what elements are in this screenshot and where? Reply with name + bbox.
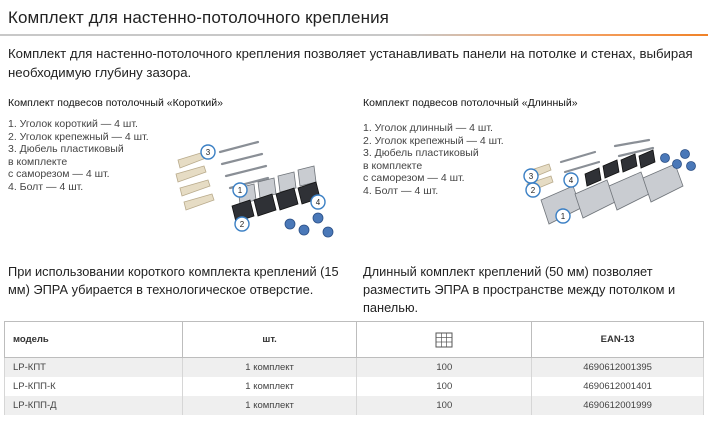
callout-1: 1 bbox=[237, 186, 243, 195]
kit-long-item: 1. Уголок длинный — 4 шт. bbox=[363, 122, 493, 134]
callout-2: 2 bbox=[530, 186, 536, 195]
long-kit-illustration bbox=[515, 138, 700, 238]
kit-long-title: Комплект подвесов потолочный «Длинный» bbox=[363, 97, 578, 109]
kit-short-item: 3. Дюбель пластиковый bbox=[8, 143, 124, 156]
cell-pack: 100 bbox=[357, 358, 532, 377]
cell-model: LP-КПП-К bbox=[5, 377, 183, 396]
cell-pack: 100 bbox=[357, 396, 532, 415]
table-row bbox=[5, 358, 704, 377]
page-header bbox=[0, 0, 708, 36]
col-ean-header: EAN-13 bbox=[532, 322, 704, 358]
kit-long-item: 3. Дюбель пластиковый bbox=[363, 147, 479, 160]
cell-pack: 100 bbox=[357, 377, 532, 396]
intro-text: Комплект для настенно-потолочного крепления позволяет устанавливать панели на потолке и стенах, выбирая необходимую глубину зазора. bbox=[8, 46, 693, 80]
col-model-header: модель bbox=[5, 322, 183, 358]
cell-model: LP-КПТ bbox=[5, 358, 183, 377]
kit-long-item: с саморезом — 4 шт. bbox=[363, 172, 465, 185]
page-title: Комплект для настенно-потолочного крепления bbox=[8, 8, 389, 27]
box-grid-icon bbox=[435, 332, 453, 348]
bolt-icon bbox=[285, 213, 333, 237]
short-kit-illustration bbox=[170, 138, 342, 246]
cell-model: LP-КПП-Д bbox=[5, 396, 183, 415]
table-header-row bbox=[5, 322, 704, 358]
cell-ean: 4690612001395 bbox=[532, 358, 704, 377]
col-pack-header bbox=[357, 322, 532, 358]
cell-ean: 4690612001999 bbox=[532, 396, 704, 415]
kit-short-item: 1. Уголок короткий — 4 шт. bbox=[8, 118, 138, 130]
note-long-kit: Длинный комплект креплений (50 мм) позволяет разместить ЭПРА в пространстве между потолком и панелью. bbox=[363, 264, 676, 315]
table-row bbox=[5, 396, 704, 415]
bolt-icon bbox=[661, 150, 696, 171]
cell-qty: 1 комплект bbox=[182, 358, 357, 377]
callout-4: 4 bbox=[315, 198, 321, 207]
kit-short-item: 4. Болт — 4 шт. bbox=[8, 180, 84, 193]
kit-short-title: Комплект подвесов потолочный «Короткий» bbox=[8, 97, 223, 109]
cell-ean: 4690612001401 bbox=[532, 377, 704, 396]
kit-short-list bbox=[8, 118, 149, 194]
kit-long-item: 4. Болт — 4 шт. bbox=[363, 184, 439, 197]
callout-2: 2 bbox=[239, 220, 245, 229]
cell-qty: 1 комплект bbox=[182, 396, 357, 415]
kit-short-item: в комплекте bbox=[8, 155, 68, 168]
dowel-icon bbox=[176, 152, 214, 210]
cell-qty: 1 комплект bbox=[182, 377, 357, 396]
callout-3: 3 bbox=[528, 172, 534, 181]
kit-long-item: в комплекте bbox=[363, 159, 423, 172]
kit-short-item: с саморезом — 4 шт. bbox=[8, 168, 110, 181]
callout-1: 1 bbox=[560, 212, 566, 221]
callout-3: 3 bbox=[205, 148, 211, 157]
callout-4: 4 bbox=[568, 176, 574, 185]
table-row bbox=[5, 377, 704, 396]
note-short-kit: При использовании короткого комплекта креплений (15 мм) ЭПРА убирается в технологическое отверстие. bbox=[8, 264, 339, 297]
kit-short-item: 2. Уголок крепежный — 4 шт. bbox=[8, 130, 149, 143]
col-qty-header: шт. bbox=[182, 322, 357, 358]
header-underline bbox=[0, 34, 708, 36]
kit-long-item: 2. Уголок крепежный — 4 шт. bbox=[363, 134, 504, 147]
kit-long-list bbox=[363, 122, 504, 198]
product-table bbox=[4, 321, 704, 415]
